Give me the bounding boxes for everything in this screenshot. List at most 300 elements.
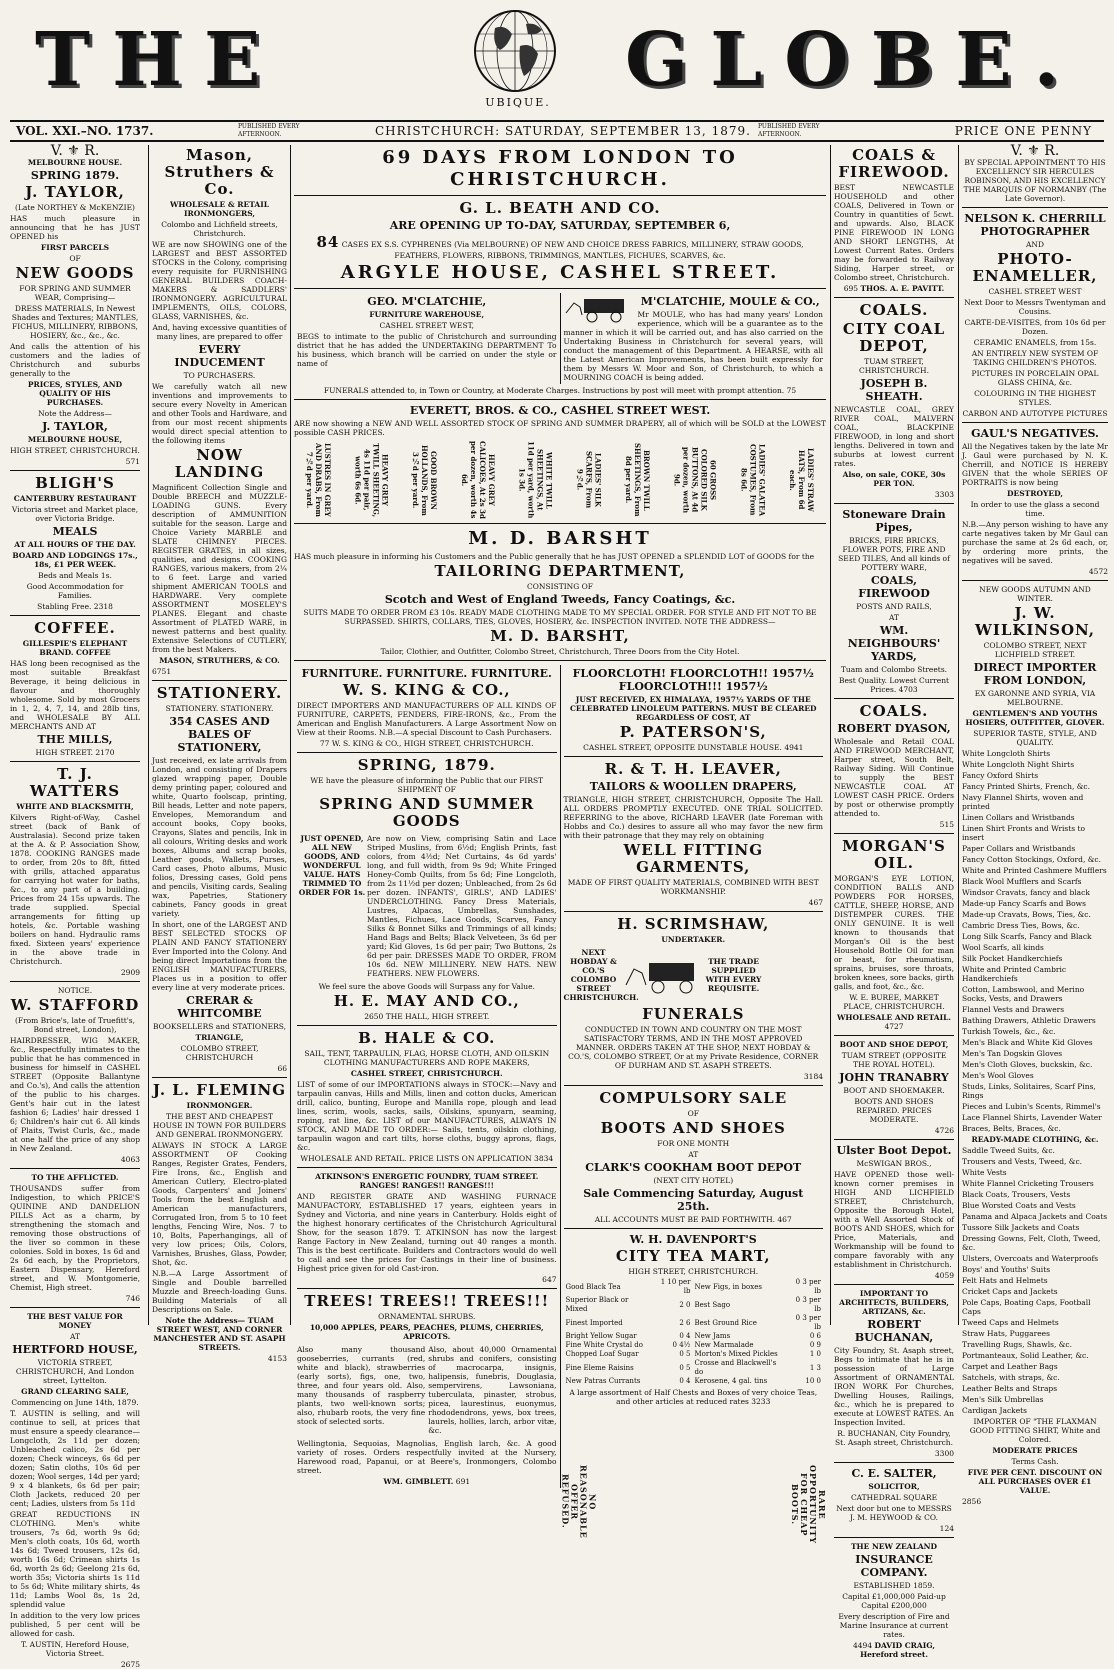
ad-text: MADE OF FIRST QUALITY MATERIALS, COMBINED WITH BEST WORKMANSHIP. [567, 878, 819, 896]
list-item: Made-up Fancy Scarfs and Bows [962, 899, 1086, 908]
table-cell: 0 4 [679, 1377, 691, 1385]
ad-text: COLOURING IN THE HIGHEST STYLES. [974, 389, 1096, 407]
ad-heading: IRONMONGER. [186, 1101, 253, 1110]
ad-heading: WM. NEIGHBOURS' YARDS, [847, 624, 941, 663]
list-item: Wool Scarfs, all kinds [962, 943, 1044, 952]
ad-title: CITY TEA MART, [615, 1247, 771, 1265]
table-cell: 0 5 [679, 1363, 691, 1372]
ad-text: DRESS MATERIALS, In Newest Shades and Textures; MANTLES, FICHUS, MILLINERY, RIBBONS, HOSIERY, &c., &c., &c. [11, 304, 139, 340]
table-cell: 0 3 per lb [795, 1278, 821, 1295]
globe-icon [470, 6, 560, 96]
table-cell: New Marmalade [694, 1341, 754, 1349]
ad-text: Also, about 40,000 Ornamental shrubs and conifers, consisting of macrocarpa, insignis, halipensis, funebris, Douglasia, sempervirens, Lawsoniana, tuberculata, pinaster, strobus, picea, laurestinus, euonymus, rhododendrons, yews, box trees, laurels, hollies, larch, arbor vitæ, &c. [428, 1345, 557, 1435]
table-cell: Good Black Tea [565, 1282, 621, 1291]
ad-number: 6751 [152, 667, 172, 676]
ad-number: 3184 [803, 1072, 823, 1081]
list-item: Navy Flannel Shirts, woven and printed [962, 793, 1084, 811]
table-cell: 2 6 [679, 1318, 691, 1327]
ad-number: 571 [125, 457, 140, 466]
ad-title: T. J. WATTERS [29, 765, 121, 800]
list-item: Men's Silk Umbrellas [962, 1395, 1044, 1404]
table-cell: Crosse and Blackwell's do [694, 1359, 777, 1376]
list-item: Linen Shirt Fronts and Wrists to insert [962, 824, 1086, 842]
ad-title: SPRING, 1879. [357, 756, 496, 774]
ad-text: In order to use the glass a second time. [970, 500, 1100, 518]
list-item: Tweed Caps and Helmets [962, 1318, 1059, 1327]
ad-title: COALS. [859, 702, 929, 720]
ad-heading: CANTERBURY RESTAURANT [13, 494, 137, 503]
ad-text: HAS much pleasure in announcing that he has JUST OPENED his [10, 214, 140, 241]
ad-title: M. D. BARSHT [468, 528, 652, 549]
ad-number: 746 [125, 1294, 140, 1303]
ad-heading: ROBERT DYASON, [837, 722, 951, 735]
ad-address: Note the Address— TUAM STREET WEST, AND CORNER MANCHESTER AND ST. ASAPH STREETS. [153, 1316, 286, 1352]
table-cell: Kerosene, 4 gal. tins [694, 1377, 768, 1385]
ad-text: THOUSANDS suffer from Indigestion, to which PRICE'S QUININE AND DANDELION PILLS Act as a charm, by strengthening the stomach and removing those obstructions of the liver so common in these colonies. Sold in boxes, 1s 6d and 2s 6d each, by the Proprietors, Eastern Dispensary, Hereford street, and W. Montgomerie, Chemist, High street. [10, 1184, 140, 1292]
ad-address: CASHEL STREET, OPPOSITE DUNSTABLE HOUSE. [583, 743, 782, 752]
table-cell: New Jams [694, 1332, 731, 1340]
ad-signature: M. D. BARSHT, [490, 627, 630, 645]
table-row [564, 1314, 824, 1332]
ad-text: TRIANGLE, HIGH STREET, CHRISTCHURCH, Opposite The Hall. ALL ORDERS PROMPTLY EXECUTED. ONE TRIAL SOLICITED. REFERRING to the above, RICHARD LEAVER (late Foreman with Hobbs and Co.) desires to assure all who may favor the new firm with their patronage that they may rely on obtaining [563, 795, 823, 840]
list-item: Tussore Silk Jackets and Coats [962, 1223, 1080, 1232]
ad-text: Magnificent Collection Single and Double BREECH and MUZZLE-LOADING GUNS. Every description of AMMUNITION suitable for the season. Large and Choice Variety MARBLE and SLATE CHIMNEY PIECES. REGISTER GRATES, in all sizes, qualities, and designs. COOKING RANGES, various makers, from 2¼ to 6 feet. Large and varied shipment AMERICAN TOOLS and HARDWARE. Very complete ASSORTMENT MOSELEY'S PLANES. Elegant and chaste Assortment of PLATED WARE, in newest patterns and best quality. Extensive Selections of CUTLERY, from the best Makers. [152, 483, 287, 654]
list-item: Leather Belts and Straps [962, 1384, 1058, 1393]
dateline [10, 120, 1104, 142]
list-item: Windsor Cravats, fancy and black [962, 888, 1090, 897]
ad-text: AT [69, 1332, 80, 1341]
ad-text: Also, on sale, COKE, 30s PER TON. [842, 470, 946, 488]
ad-heading: MODERATE PRICES [992, 1446, 1078, 1455]
ad-heading: MELBOURNE HOUSE. [27, 158, 123, 167]
ad-title: FLOORCLOTH! FLOORCLOTH!! 1957½ FLOORCLOTH!!! 1957½ [572, 667, 814, 693]
ad-address: COLOMBO STREET, CHRISTCHURCH [180, 1044, 259, 1062]
ad-text: FUNERALS attended to, in Town or Country, at Moderate Charges. Instructions by post will meet with prompt attention. [323, 386, 785, 395]
ad-heading: DESTROYED, [1007, 489, 1063, 498]
table-cell: 0 4½ [672, 1341, 691, 1349]
table-cell: 0 5 [679, 1350, 691, 1358]
list-item: Cardigan Jackets [962, 1406, 1028, 1415]
ad-title: NEW GOODS [15, 264, 135, 282]
ad-text: JUST RECEIVED, EX HIMALAYA, 1957½ YARDS OF THE CELEBRATED LINOLEUM PATTERNS. MUST BE CLEARED REGARDLESS OF COST, AT [569, 695, 817, 722]
ad-title: G. L. BEATH AND CO. [459, 199, 661, 217]
ad-text: City Foundry, St. Asaph street, Begs to intimate that he is in possession of Large Assortment of ORNAMENTAL IRON WORK For Churches, Dwelling Houses, Railings, &c., which he is prepared to execute at LOWEST RATES. An Inspection Invited. [834, 1346, 954, 1427]
ad-signature: R. BUCHANAN, City Foundry, St. Asaph street, Christchurch. [834, 1429, 954, 1447]
list-item: Lace Flannel Shirts, Lavender Water [962, 1113, 1102, 1122]
ad-number: 3834 [534, 1154, 554, 1163]
ad-title: J. L. FLEMING [152, 1081, 287, 1099]
ad-heading: CLARK'S COOKHAM BOOT DEPOT [585, 1161, 802, 1174]
ad-title: J. W. WILKINSON, [974, 604, 1096, 639]
ad-heading: 354 CASES AND BALES OF STATIONERY, [169, 715, 270, 754]
ad-heading: BOOT AND SHOE DEPOT, [839, 1040, 949, 1049]
list-item: Fancy Cotton Stockings, Oxford, &c. [962, 855, 1101, 864]
ad-heading: TO THE AFFLICTED. [31, 1173, 119, 1182]
ad-number: 2170 [95, 748, 115, 757]
ad-title: B. HALE & CO. [358, 1029, 496, 1047]
list-item: LADIES' SILK SCARFS, From 9½d. [575, 451, 603, 509]
ad-address: TUAM STREET, CHRISTCHURCH. [859, 357, 929, 375]
ad-text: (Late NORTHEY & McKENZIE) [15, 203, 135, 212]
ad-address: THE HALL, HIGH STREET. [385, 1012, 490, 1021]
ad-address: HIGH STREET, CHRISTCHURCH. [10, 446, 140, 455]
ad-heading: FURNITURE WAREHOUSE, [369, 310, 485, 319]
ad-text: HAIRDRESSER, WIG MAKER, &c., Respectfully intimates to the public that he has commenced in business for himself in CASHEL STREET (Opposite Ballantyne and Co.'s), And calls the attention of the public to his charges. Gent's hair cut in the latest fashion 6; Ladies' hair dressed 1 6; Children's hair cut 6. All kinds of Plaits, Twist Curls, &c., made at one half the price of any shop in New Zealand. [10, 1036, 140, 1153]
ad-number: 75 [786, 386, 797, 395]
ad-text: ALWAYS IN STOCK A LARGE ASSORTMENT OF Cooking Ranges, Register Grates, Fenders, Fire Irons, &c., English and American Cutlery, Electro-plated Goods, Carpenters' and Joiners' Tools from the best English and American manufacturers, Corrugated Iron, from 5 to 10 feet lengths, Fencing Wire, Nos. 7 to 10, Bolts, Paperhangings, all of very low prices; Oils, Colors, Varnishes, Brushes, Glass, Powder, Shot, &c. [152, 1141, 287, 1267]
ad-text: CONDUCTED IN TOWN AND COUNTRY ON THE MOST SATISFACTORY TERMS, AND IN THE MOST APPROVED MANNER. ORDERS TAKEN AT THE SHOP, NEXT HOBDAY & CO.'S, COLOMBO STREET, Or at my Private Residence, CORNER OF DURHAM AND ST. ASAPH STREETS. [568, 1025, 819, 1070]
ad-number: 2675 [120, 1660, 140, 1669]
ad-text: AT [888, 613, 899, 622]
ad-number: 515 [939, 820, 954, 829]
ad-number: 695 [843, 284, 859, 293]
list-item: LADIES' STRAW HATS, From 6d each. [788, 448, 816, 512]
ad-address: CATHEDRAL SQUARE [850, 1493, 938, 1502]
ad-text: HAVE OPENED those well-known corner premises in HIGH AND LICHFIELD STREET, Christchurch, Opposite the Borough Hotel, with a Well Assorted Stock of BOOTS AND SHOES, which for Price, Materials, and Workmanship will be found to compare favorably with any establishment in Christchurch. [834, 1170, 954, 1269]
ad-text: And calls the attention of his customers and the ladies of Christchurch and suburbs generally to the [10, 342, 140, 378]
list-item: Bathing Drawers, Athletic Drawers [962, 1016, 1096, 1025]
list-item: Saddle Tweed Suits, &c. [962, 1146, 1055, 1155]
ad-signature: WM. GIMBLETT. [383, 1477, 454, 1486]
list-item: Trousers and Vests, Tweed, &c. [962, 1157, 1083, 1166]
ad-text: (From Brice's, late of Truefitt's, Bond street, London), [14, 1016, 136, 1034]
table-row [564, 1341, 824, 1350]
list-item: Studs, Links, Solitaires, Scarf Pins, Rings [962, 1082, 1096, 1100]
ad-heading: THE BEST VALUE FOR MONEY [27, 1312, 123, 1330]
list-item: Made-up Cravats, Bows, Ties, &c. [962, 910, 1091, 919]
list-item: LADIES' GALATEA COSTUMES, From 8s 6d. [739, 443, 767, 517]
ad-text: Wellingtonia, Sequoias, Magnolias, English larch, &c. A good variety of roses. Orders respectfully invited at the Nursery, Harewood road, Papanui, or at Beere's, Ironmongers, Colombo street. [297, 1439, 557, 1475]
tea-price-table [564, 1278, 824, 1386]
ad-text: CASES EX S.S. CYPHRENES (Via MELBOURNE) OF NEW AND CHOICE DRESS FABRICS, MILLINERY, STRAW GOODS, FEATHERS, FLOWERS, RIBBONS, TRIMMINGS, MANTLES, FICHUES, SCARVES, &c. [341, 240, 804, 260]
ad-title: NELSON K. CHERRILL PHOTOGRAPHER [964, 212, 1106, 238]
ad-heading: GILLESPIE'S ELEPHANT BRAND. COFFEE [22, 639, 128, 657]
list-item: Boys' and Youths' Suits [962, 1265, 1051, 1274]
list-item: Black Coats, Trousers, Vests [962, 1190, 1071, 1199]
list-item: Long Silk Scarfs, Fancy and Black [962, 932, 1092, 941]
ad-address: CASHEL STREET WEST [988, 287, 1082, 296]
ad-title: W. STAFFORD [10, 996, 140, 1014]
hearse-icon [624, 955, 704, 995]
ad-text: AND REGISTER GRATE AND WASHING FURNACE MANUFACTORY, ESTABLISHED 17 years, eighteen years in Sydney and Victoria, and nine years in Canterbury. Holds eight of the highest honorary certificates of the Christchurch Agricultural Show, for the season 1879. T. ATKINSON has now the largest Range Factory in New Zealand, turning out 40 ranges a month. This is the best certificate. Builders and Contractors would do well to call and see the prices for Castings in their line of business. Highest price given for old Cast-iron. [297, 1192, 557, 1273]
ad-number: 4153 [267, 1354, 287, 1363]
table-cell: 2 0 [679, 1300, 691, 1309]
ad-text: Are now on View, comprising Satin and Lace Striped Muslins, from 6½d; English Prints, fast colors, from 4½d; Net Curtains, 4s 6d yards' long, and full width, from 9s 9d; White Fringed Honey-Comb Quilts, from 5s 6d; Fine Longcloth, from 2s 11½d per dozen; Unbleached, from 2s 6d per dozen. INFANTS', GIRLS', AND LADIES' UNDERCLOTHING. Fancy Dress Materials, Lustres, Alpacas, Umbrellas, Sunshades, Mantles, Fichues, Lace Goods, Scarves, Fancy Silks & Bonnet Silks and Trimmings of all kinds; Hand Bags and Belts; Black Velveteen, 3s 6d per yard; Kid Gloves, 1s 6d per pair; Two Buttons, 2s 6d per pair. DRESSES MADE TO ORDER, FROM 10s 6d. NEW MILLINERY. NEW HATS. NEW FEATHERS. NEW FLOWERS. [367, 834, 557, 978]
ad-text: AT ALL HOURS OF THE DAY. [14, 540, 136, 549]
list-item: Pole Caps, Boating Caps, Football Caps [962, 1298, 1091, 1316]
table-cell: 0 9 [809, 1341, 821, 1349]
ad-address: CASHEL STREET, CHRISTCHURCH. [350, 1069, 503, 1078]
ad-heading: NOTICE. [57, 986, 93, 995]
list-item: Silk Pocket Handkerchiefs [962, 954, 1063, 963]
ad-address: Tuam and Colombo Streets. [840, 665, 948, 674]
ad-title: GAUL'S NEGATIVES. [971, 427, 1099, 440]
ad-text: PICTURES IN PORCELAIN OPAL GLASS CHINA, &c. [971, 369, 1099, 387]
table-cell: 1 0 [809, 1350, 821, 1358]
price: PRICE ONE PENNY [954, 124, 1092, 138]
column-2 [148, 145, 288, 1363]
list-item: Cotton, Lambswool, and Merino Socks, Vests, and Drawers [962, 985, 1085, 1003]
ad-text: GREAT REDUCTIONS IN CLOTHING. Men's white trousers, 7s 6d, worth 9s 6d; Men's cloth coats, 10s 6d, worth 14s 6d; Tweed trousers, 12s 6d, worth 16s 6d; Crimean shirts 1s 6d, worth 2s 6d; Geelong 21s 6d, worth 35s; Victoria shirts 1s 11d to 5s 6d; White military shirts, 4s 11d; Lambs Wool 8s, 1s 2d, splendid value [10, 1510, 140, 1609]
ad-text: WE are now SHOWING one of the LARGEST and BEST ASSORTED STOCKS in the Colony, comprising every requisite for FURNISHING GENERAL BUILDERS COACH-MAKERS & SADDLERS' IRONMONGERY. AGRICULTURAL IMPLEMENTS, OILS, COLORS, GLASS, VARNISHES, &c. [152, 240, 287, 321]
ad-signature: T. AUSTIN, Hereford House, Victoria Street. [21, 1640, 129, 1658]
ad-text: N.B.—A Large Assortment of Single and Double barrelled Muzzle and Breech-loading Guns. Building Materials of all Descriptions on Sale. [152, 1269, 287, 1314]
ad-number: 2650 [364, 1012, 384, 1021]
ad-number: 3233 [751, 1397, 771, 1406]
ad-text: WHOLESALE AND RETAIL. PRICE LISTS ON APPLICATION [300, 1154, 532, 1163]
ad-address: Colombo and Lichfield streets, Christchurch. [161, 220, 278, 238]
list-item: Linen Collars and Wristbands [962, 813, 1075, 822]
ad-title: COALS. [859, 301, 929, 319]
ad-number: 124 [939, 1524, 954, 1533]
ad-text: In addition to the very low prices published, 5 per cent will be allowed for cash. [10, 1611, 140, 1638]
ad-heading: WELL FITTING GARMENTS, [623, 841, 764, 876]
ad-heading: Sale Commencing Saturday, August 25th. [583, 1187, 804, 1213]
ad-text: JUST OPENED, ALL NEW GOODS, AND WONDERFUL VALUE. HATS TRIMMED TO ORDER FOR 1s. [298, 834, 366, 897]
ad-text: CARBON AND AUTOTYPE PICTURES [962, 409, 1108, 418]
ad-text: PRICES, STYLES, AND QUALITY OF HIS PURCHASES. [27, 380, 123, 407]
ad-title: COMPULSORY SALE [599, 1089, 788, 1107]
list-item: Fancy Printed Shirts, French, &c. [962, 782, 1091, 791]
list-item: Men's Cloth Gloves, buckskin, &c. [962, 1060, 1093, 1069]
list-item: White Flannel Cricketing Trousers [962, 1179, 1094, 1188]
ad-title: COFFEE. [34, 619, 116, 637]
ad-title: SPRING AND SUMMER GOODS [319, 795, 535, 830]
side-banner: NO REASONABLE OFFER REFUSED. [560, 1465, 598, 1539]
ad-text: Next Door to Messrs Twentyman and Cousins. [964, 298, 1106, 316]
ad-text: Wholesale and Retail COAL AND FIREWOOD MERCHANT, Harper street, South Belt, Railway Siding. Will Continue to supply the BEST NEWCASTLE COAL AT LOWEST CASH PRICE. Orders by post or otherwise promptly attended to. [834, 737, 954, 818]
table-cell: 10 0 [805, 1377, 821, 1385]
ad-heading: ORNAMENTAL SHRUBS. [378, 1312, 476, 1321]
ready-made-item-list [962, 1146, 1108, 1415]
ad-text: Just received, ex late arrivals from London, and consisting of Drapers glazed wrapping paper, Double demy printing paper, coloured and white, Quarto foolscap, printing, Bill heads, Letter and note papers, Envelopes, Memorandum and account books, Copy books, Crayons, Slates and pencils, Ink in all colours, Writing desks and work boxes, Albums and scrap books, Leather goods, Wallets, Purses, Card cases, Photo albums, Music folios, Dressing cases, Gold pens and pencils, Visiting cards, Sealing wax, Papetries, Stationery cabinets, Fancy goods in great variety. [152, 756, 287, 918]
ad-text: Beds and Meals 1s. [38, 571, 112, 580]
ad-title: H. E. MAY AND CO., [333, 992, 520, 1010]
ad-text: FOR SPRING AND SUMMER WEAR, Comprising— [19, 284, 131, 302]
ad-number: 467 [777, 1215, 792, 1224]
list-item: Braces, Belts, Braces, &c. [962, 1124, 1061, 1133]
ad-title: R. & T. H. LEAVER, [604, 760, 782, 778]
ad-heading: COALS, FIREWOOD [858, 574, 930, 600]
ad-number: 4059 [934, 1271, 954, 1280]
ad-heading: SPRING 1879. [30, 169, 120, 182]
masthead-globe: GLOBE. [625, 17, 1082, 103]
list-item: Felt Hats and Helmets [962, 1276, 1048, 1285]
ad-text: OF [69, 254, 81, 263]
ad-heading: HERTFORD HOUSE, [12, 1343, 138, 1356]
table-row [564, 1350, 824, 1359]
list-item: Carpet and Leather Bags [962, 1362, 1058, 1371]
ad-title: NOW LANDING [174, 446, 265, 481]
ad-heading: FIVE PER CENT. DISCOUNT ON ALL PURCHASES OVER £1 VALUE. [967, 1468, 1103, 1495]
list-item: LUSTRES IN GREY AND DRABS, From 7½d per yard. [304, 443, 332, 517]
ad-address: HIGH STREET. [35, 748, 93, 757]
ad-text: LIST of some of our IMPORTATIONS always in STOCK:—Navy and tarpaulin canvas, Hills and Mills, linen and cotton ducks, American drill, calico, bunting, Europe and Manilla rope, plough and lead lines, scrim, wools, sacks, sails, Oilskins, spunyarn, seaming, roping, rat line, &c. LIST of our MANUFACTURES, ALWAYS IN STOCK, AND MADE TO ORDER:— Sails, tents, oilskin clothing, tarpaulin wagon and cart tilts, horse cloths, buggy aprons, flags, &c. [297, 1080, 557, 1152]
ad-number: 4727 [884, 1022, 904, 1031]
list-item: Dressing Gowns, Felt, Cloth, Tweed, &c. [962, 1234, 1101, 1252]
ad-heading: NEW GOODS AUTUMN AND WINTER. [979, 585, 1091, 603]
ad-text: ALL ACCOUNTS MUST BE PAID FORTHWITH. [594, 1215, 776, 1224]
ad-heading: WHOLESALE & RETAIL IRONMONGERS, [170, 200, 269, 218]
list-item: HEAVY GREY CALICOES, At 2s 3d per dozen, worth 4s 6d. [459, 441, 496, 519]
ad-text: Mr MOULE, who has had many years' London experience, which will be a guarantee as to the manner in which it will be carried out, and has also carried on the Undertaking Business in Christchurch for several years, will conduct the management of this Department. A HEARSE, with all the Latest American Improvements, has been built expressly for them by Messrs W. Moor and Son, of Christchurch, to which a MOURNING COACH is being added. [563, 310, 823, 382]
ad-heading: ARE OPENING UP TO-DAY, SATURDAY, SEPTEMBER 6, [389, 219, 731, 232]
table-cell: 1 10 per lb [660, 1278, 691, 1295]
ad-text: Kilvers Right-of-Way, Cashel street (back of Bank of Australasia). Second prize taken at the A. & P. Association Show, 1878. COOKING RANGES made to order, from 20s to 8ft, fitted with grills, attached apparatus for carrying hot water for baths, &c., to any part of a building. Prices from 24 15s upwards. The trade supplied. Special arrangements for fitting up hotels, &c. Portable washing boilers on hand. Hydraulic rams fixed. Sixteen years' experience in the above trade in Christchurch. [10, 813, 140, 966]
ad-number: 467 [808, 898, 823, 907]
ad-heading: THE NEW ZEALAND [850, 1542, 938, 1551]
ad-heading: FIRST PARCELS [40, 243, 110, 252]
table-cell: Fine White Crystal do [565, 1341, 643, 1349]
ad-number: 691 [455, 1477, 471, 1486]
ad-text: We carefully watch all new inventions and improvements to secure every Novelty in American and other Tools and Hardware, and from our most recent shipments would direct special attention to the following items [152, 382, 288, 445]
list-item: 60 GROSS COLORED SILK BUTTONS, At 4d per dozen, worth 9d. [672, 446, 718, 514]
ad-heading: MEALS [52, 525, 98, 538]
ad-text: Next door but one to MESSRS J. M. HEYWOOD & CO. [836, 1504, 952, 1522]
list-item: WHITE TWILL SHEETINGS, At 11d per yard, worth 1s 3d. [517, 441, 554, 519]
table-cell: Finest Imported [565, 1318, 623, 1327]
ad-address: COLOMBO STREET, NEXT LICHFIELD STREET. [983, 641, 1087, 659]
ad-text: ESTABLISHED 1859. [853, 1581, 935, 1590]
list-item: Men's Tan Dogskin Gloves [962, 1049, 1063, 1058]
list-item: Paper Collars and Wristbands [962, 844, 1076, 853]
table-cell: Bright Yellow Sugar [565, 1332, 637, 1340]
ad-heading: Scotch and West of England Tweeds, Fancy Coatings, &c. [384, 593, 736, 606]
ad-text: AN ENTIRELY NEW SYSTEM OF TAKING CHILDREN'S PHOTOS. [971, 349, 1099, 367]
ad-number: 4726 [934, 1126, 954, 1135]
ad-heading: C. E. SALTER, [851, 1467, 937, 1480]
ad-text: MELBOURNE HOUSE, [27, 435, 123, 444]
ad-heading: McSWIGAN BROS., [856, 1159, 932, 1168]
table-cell: Best Ground Rice [694, 1318, 757, 1327]
published-note-left: PUBLISHED EVERY AFTERNOON. [238, 123, 300, 138]
ad-text: AND [1026, 240, 1044, 249]
ad-text: HAS long been recognised as the most suitable Breakfast Beverage, it being delicious in flavour and thoroughly wholesome. Sold by most Grocers in 1, 2, 4, 7, 14, and 28lb tins, and WHOLESALE BY ALL MERCHANTS AND AT [10, 659, 140, 731]
ad-text: BOOT AND SHOEMAKER. [843, 1086, 945, 1095]
ad-text: And, having excessive quantities of many lines, are prepared to offer [152, 323, 287, 341]
ad-text: Good Accommodation for Families. [26, 582, 124, 600]
ad-text: BOARD AND LODGINGS 17s., 18s, £1 PER WEEK. [12, 551, 138, 569]
ad-text: IMPORTER OF "THE FLAXMAN GOOD FITTING SHIRT, White and Colored. [969, 1417, 1101, 1444]
list-item: Cricket Caps and Jackets [962, 1287, 1058, 1296]
ad-heading: READY-MADE CLOTHING, &c. [971, 1135, 1099, 1144]
table-row [564, 1332, 824, 1341]
ad-text: All the Negatives taken by the late Mr J. Gaul were purchased by N. K. Cherrill, and NOTICE IS HEREBY GIVEN that the whole SERIES OF PORTRAITS is now being [962, 442, 1108, 487]
ad-text: TO PURCHASERS. [183, 371, 256, 380]
table-cell: Chopped Loaf Sugar [565, 1350, 639, 1358]
ad-title: Stoneware Drain Pipes, [842, 508, 946, 534]
ad-title: EVERETT, BROS. & CO., CASHEL STREET WEST. [409, 404, 711, 417]
ad-text: THE BEST AND CHEAPEST HOUSE IN TOWN FOR BUILDERS AND GENERAL IRONMONGERY. [152, 1112, 287, 1139]
volume-number: VOL. XXI.–NO. 1737. [16, 124, 154, 138]
list-item: Portmanteaux, Solid Leather, &c. [962, 1351, 1089, 1360]
ad-text: CERAMIC ENAMELS, from 15s. [973, 338, 1097, 347]
ad-title: ARGYLE HOUSE, CASHEL STREET. [340, 262, 780, 283]
table-cell: 0 4 [679, 1332, 691, 1340]
ad-title: STATIONERY. [156, 684, 283, 702]
ad-title: BOOTS AND SHOES [600, 1119, 786, 1137]
table-cell: Fine Eleme Raisins [565, 1363, 634, 1372]
table-cell: Morton's Mixed Pickles [694, 1350, 778, 1358]
ad-number: 3300 [934, 1449, 954, 1458]
ad-heading: THE MILLS, [37, 733, 113, 746]
ad-heading: TRIANGLE, [195, 1033, 244, 1042]
ad-number: 4572 [1088, 567, 1108, 576]
list-item: Satchels, with straps, &c. [962, 1373, 1060, 1382]
ad-number: 4941 [784, 743, 804, 752]
table-row [564, 1377, 824, 1386]
ad-title: J. TAYLOR, [25, 183, 125, 201]
ad-title: CITY COAL DEPOT, [842, 320, 946, 355]
ad-signature: W. E. BUREE, MARKET PLACE, CHRISTCHURCH. [843, 993, 945, 1011]
ad-text: STATIONERY. STATIONERY. [165, 704, 274, 713]
ad-address: Tailor, Clothier, and Outfitter, Colombo Street, Christchurch, Three Doors from the City Hotel. [380, 647, 740, 656]
ad-title: Ulster Boot Depot. [836, 1144, 952, 1157]
masthead [0, 0, 1114, 118]
ad-text: ARE now showing a NEW AND WELL ASSORTED STOCK OF SPRING AND SUMMER DRAPERY, all of which will be SOLD at the LOWEST possible CASH PRICES. [294, 419, 826, 437]
ad-title: P. PATERSON'S, [619, 723, 767, 741]
published-note-right: PUBLISHED EVERY AFTERNOON. [758, 123, 820, 138]
ad-text: NEWCASTLE COAL, GREY RIVER COAL, MALVERN COAL, BLACKPINE FIREWOOD, in long and short lengths. Delivered in town and suburbs at lowest current rates. [834, 405, 954, 468]
ad-text: SUITS MADE TO ORDER FROM £3 10s. READY MADE CLOTHING MADE TO MY SPECIAL ORDER. FOR STYLE AND FIT NOT TO BE SURPASSED. SHIRTS, COLLARS, TIES, GLOVES, HOSIERY, &c. INSPECTION INVITED. NOTE THE ADDRESS— [303, 608, 817, 626]
ad-heading: JOSEPH B. SHEATH. [860, 377, 928, 403]
ad-title: GEO. M'CLATCHIE, [367, 295, 487, 308]
list-item: BROWN TWILL SHEETINGS, From 8d per yard. [623, 443, 651, 517]
list-item: White Vests [962, 1168, 1007, 1177]
ad-number: 4063 [120, 1155, 140, 1164]
ad-text: Best Quality. Lowest Current Prices. [838, 676, 950, 694]
ad-title: Mason, Struthers & Co. [164, 146, 275, 198]
ad-heading: 10,000 APPLES, PEARS, PEACHES, PLUMS, CHERRIES, APRICOTS. [309, 1323, 544, 1341]
ad-text: We feel sure the above Goods will Surpass any for Value. [318, 982, 535, 991]
motto: UBIQUE. [485, 96, 551, 109]
ad-text: BOOKSELLERS and STATIONERS, [152, 1022, 287, 1031]
ad-text: WE have the pleasure of informing the Public that our FIRST SHIPMENT OF [310, 776, 544, 794]
ad-signature: J. TAYLOR, [42, 420, 108, 433]
side-banner: RARE OPPORTUNITY FOR CHEAP BOOTS. [790, 1465, 827, 1545]
ad-text: SOLICITOR, [868, 1482, 920, 1491]
list-item: Pieces and Lubin's Scents, Rimmel's [962, 1102, 1101, 1111]
ad-number: 3303 [934, 490, 954, 499]
ad-title: TREES! TREES!! TREES!!! [304, 1292, 550, 1310]
table-cell: New Patras Currants [565, 1377, 641, 1385]
ad-text: BOOTS AND SHOES REPAIRED. PRICES MODERATE. [854, 1097, 934, 1124]
royal-crest: V. ⚜ R. [1010, 143, 1060, 159]
ad-heading: JOHN TRANABRY [839, 1071, 949, 1084]
ad-text: CONSISTING OF [527, 582, 593, 591]
wilkinson-item-list [962, 749, 1108, 1133]
ad-number: 4494 [853, 1641, 873, 1650]
ad-heading: TAILORS & WOOLLEN DRAPERS, [589, 780, 797, 793]
ad-text: Terms Cash. [1011, 1457, 1059, 1466]
ad-text: (NEXT CITY HOTEL) [653, 1176, 734, 1185]
ad-title: W. S. KING & CO., [342, 681, 511, 699]
ad-text: OF [687, 1109, 699, 1118]
ad-text: Stabling Free. [37, 602, 92, 611]
table-row [564, 1296, 824, 1314]
ad-number: 84 [316, 233, 340, 251]
masthead-the: THE [35, 17, 283, 103]
table-row [564, 1278, 824, 1296]
ad-text: HAS much pleasure in informing his Customers and the Public generally that he has JUST OPENED a SPLENDID LOT of GOODS for the [294, 552, 815, 561]
ad-text: BRICKS, FIRE BRICKS, FLOWER POTS, FIRE AND SEED TILES, And all kinds of POTTERY WARE, [838, 536, 950, 572]
list-item: White and Printed Cambric Handkerchiefs [962, 965, 1067, 983]
ad-number: 647 [542, 1275, 557, 1284]
ad-text: DIRECT IMPORTERS AND MANUFACTURERS OF ALL KINDS OF FURNITURE, CARPETS, FENDERS, FIRE-IRONS, &c., From the American and English Manufacturers. A Large Assortment Now on View at their Rooms. N.B.—A special Discount to Cash Purchasers. [297, 701, 557, 737]
ad-text: EX GARONNE AND SYRIA, VIA MELBOURNE. [974, 689, 1096, 707]
ad-heading: FURNITURE. FURNITURE. FURNITURE. [301, 667, 552, 680]
ad-address: W. S. KING & CO., HIGH STREET, CHRISTCHURCH. [331, 739, 534, 748]
